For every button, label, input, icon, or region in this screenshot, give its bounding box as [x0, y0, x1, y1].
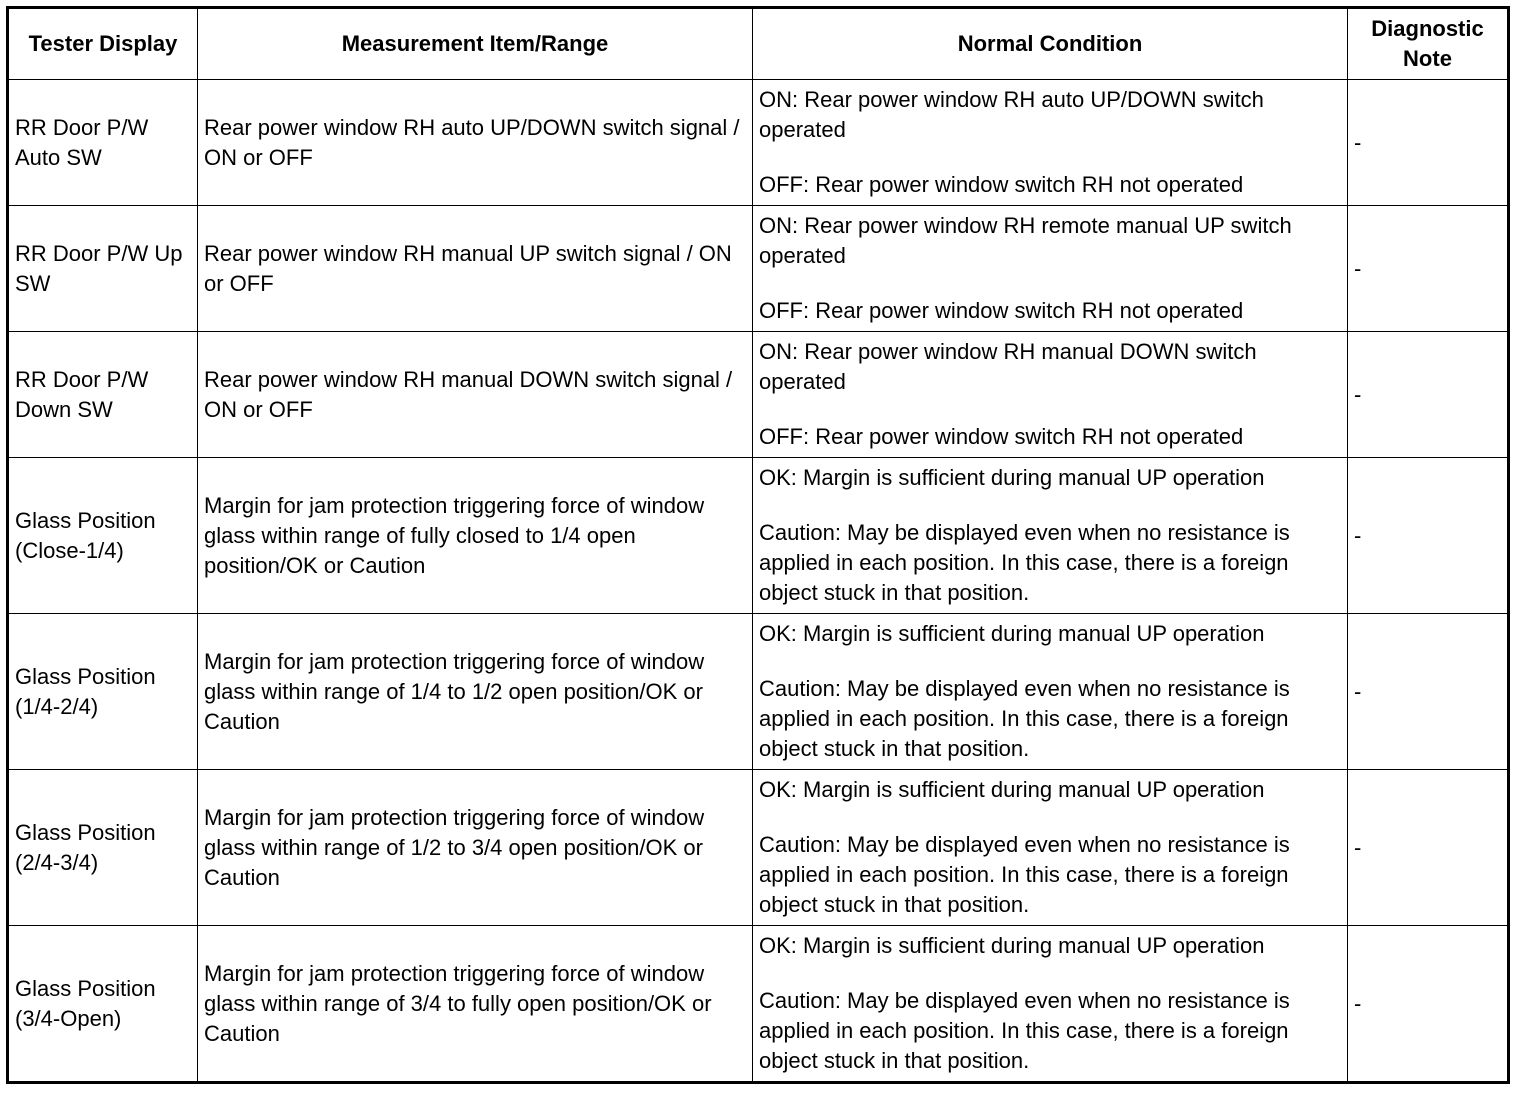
- tester-display-cell: Glass Position (2/4-3/4): [8, 770, 198, 926]
- condition-line: ON: Rear power window RH manual DOWN switch operated: [759, 339, 1257, 394]
- data-list-table: [6, 6, 1510, 1084]
- condition-line: Caution: May be displayed even when no resistance is applied in each position. In this case, there is a foreign object stuck in that position.: [759, 520, 1290, 605]
- condition-line: Caution: May be displayed even when no resistance is applied in each position. In this case, there is a foreign object stuck in that position.: [759, 676, 1290, 761]
- table-row: [8, 332, 1509, 458]
- diagnostic-note-cell: -: [1348, 458, 1509, 614]
- tester-display-cell: Glass Position (Close-1/4): [8, 458, 198, 614]
- diagnostic-note-cell: -: [1348, 614, 1509, 770]
- condition-line: OFF: Rear power window switch RH not operated: [759, 424, 1244, 449]
- header-normal-condition: Normal Condition: [753, 8, 1348, 80]
- normal-condition-cell: [753, 80, 1348, 206]
- condition-line: Caution: May be displayed even when no resistance is applied in each position. In this case, there is a foreign object stuck in that position.: [759, 988, 1290, 1073]
- normal-condition-cell: [753, 458, 1348, 614]
- table-row: [8, 458, 1509, 614]
- header-diagnostic-note: Diagnostic Note: [1348, 8, 1509, 80]
- diagnostic-note-cell: -: [1348, 770, 1509, 926]
- table-row: [8, 926, 1509, 1083]
- tester-display-cell: RR Door P/W Down SW: [8, 332, 198, 458]
- measurement-cell: Margin for jam protection triggering force of window glass within range of fully closed to 1/4 open position/OK or Caution: [198, 458, 753, 614]
- normal-condition-cell: [753, 926, 1348, 1083]
- measurement-cell: Rear power window RH auto UP/DOWN switch signal / ON or OFF: [198, 80, 753, 206]
- header-row: [8, 8, 1509, 80]
- table-row: [8, 206, 1509, 332]
- condition-line: Caution: May be displayed even when no resistance is applied in each position. In this case, there is a foreign object stuck in that position.: [759, 832, 1290, 917]
- measurement-cell: Margin for jam protection triggering force of window glass within range of 3/4 to fully open position/OK or Caution: [198, 926, 753, 1083]
- diagnostic-note-cell: -: [1348, 926, 1509, 1083]
- table-row: [8, 770, 1509, 926]
- condition-line: OFF: Rear power window switch RH not operated: [759, 172, 1244, 197]
- measurement-cell: Margin for jam protection triggering force of window glass within range of 1/2 to 3/4 open position/OK or Caution: [198, 770, 753, 926]
- tester-display-cell: RR Door P/W Up SW: [8, 206, 198, 332]
- tester-display-cell: Glass Position (3/4-Open): [8, 926, 198, 1083]
- table-row: [8, 80, 1509, 206]
- tester-display-cell: RR Door P/W Auto SW: [8, 80, 198, 206]
- header-tester-display: Tester Display: [8, 8, 198, 80]
- measurement-cell: Rear power window RH manual DOWN switch signal / ON or OFF: [198, 332, 753, 458]
- condition-line: OK: Margin is sufficient during manual UP operation: [759, 621, 1265, 646]
- measurement-cell: Rear power window RH manual UP switch signal / ON or OFF: [198, 206, 753, 332]
- diagnostic-note-cell: -: [1348, 206, 1509, 332]
- condition-line: ON: Rear power window RH auto UP/DOWN switch operated: [759, 87, 1264, 142]
- normal-condition-cell: [753, 614, 1348, 770]
- normal-condition-cell: [753, 206, 1348, 332]
- header-measurement: Measurement Item/Range: [198, 8, 753, 80]
- condition-line: OK: Margin is sufficient during manual UP operation: [759, 465, 1265, 490]
- condition-line: ON: Rear power window RH remote manual UP switch operated: [759, 213, 1292, 268]
- measurement-cell: Margin for jam protection triggering force of window glass within range of 1/4 to 1/2 open position/OK or Caution: [198, 614, 753, 770]
- tester-display-cell: Glass Position (1/4-2/4): [8, 614, 198, 770]
- table-row: [8, 614, 1509, 770]
- diagnostic-note-cell: -: [1348, 332, 1509, 458]
- diagnostic-note-cell: -: [1348, 80, 1509, 206]
- condition-line: OK: Margin is sufficient during manual UP operation: [759, 933, 1265, 958]
- condition-line: OFF: Rear power window switch RH not operated: [759, 298, 1244, 323]
- normal-condition-cell: [753, 332, 1348, 458]
- normal-condition-cell: [753, 770, 1348, 926]
- condition-line: OK: Margin is sufficient during manual UP operation: [759, 777, 1265, 802]
